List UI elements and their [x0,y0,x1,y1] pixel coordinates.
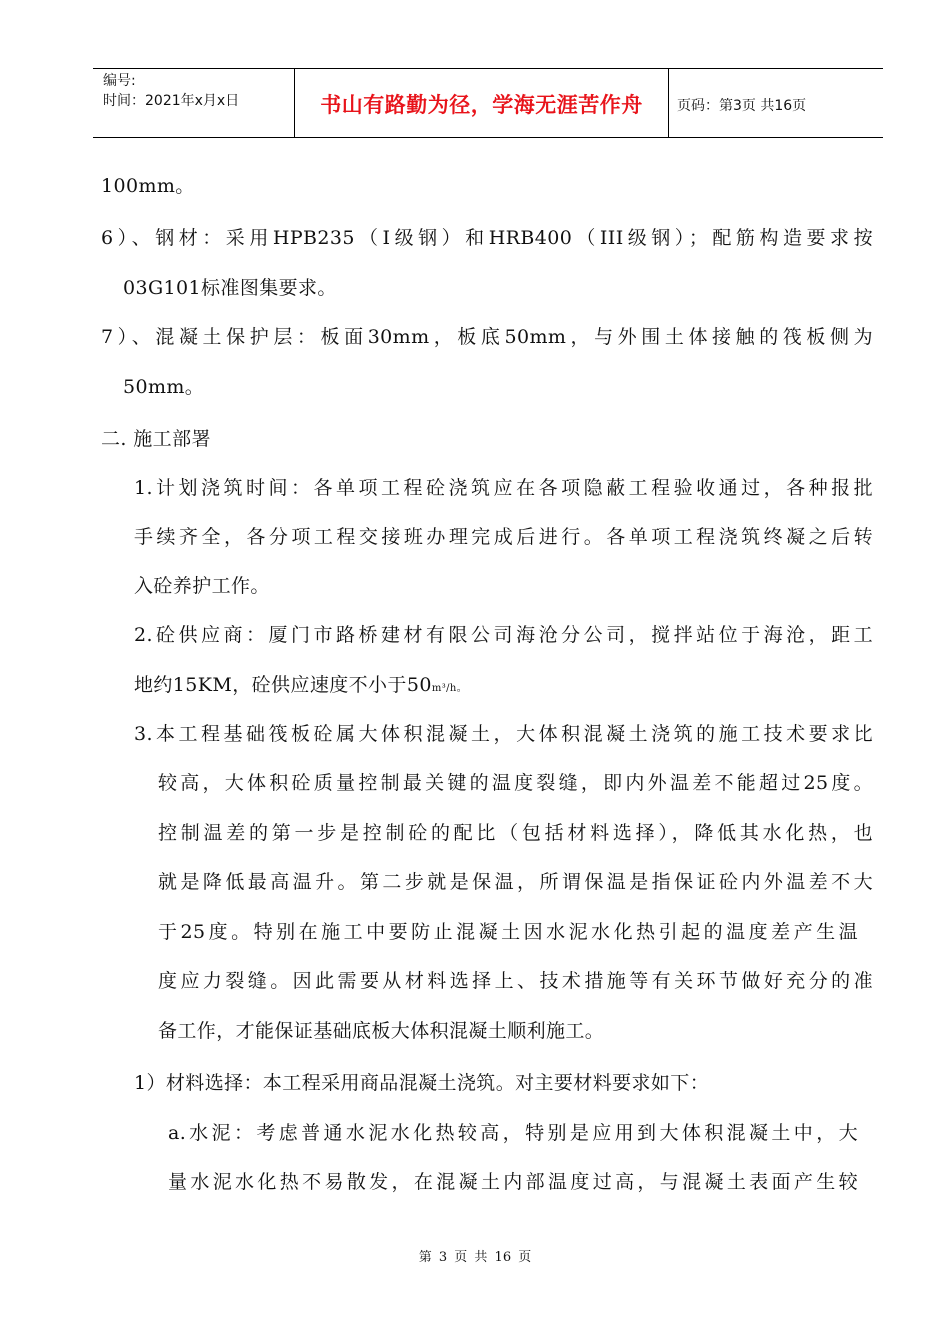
text-line: 50mm。 [123,376,205,398]
text-line: 备工作，才能保证基础底板大体积混凝土顺利施工。 [158,1020,605,1042]
text-line: 3.本工程基础筏板砼属大体积混凝土，大体积混凝土浇筑的施工技术要求比 [134,723,873,745]
unit-suffix: m³/h。 [431,683,468,694]
page-info: 页码：第3页 共16页 [677,98,807,114]
text-line: 就是降低最高温升。第二步就是保温，所谓保温是指保证砼内外温差不大 [158,871,873,893]
text-span: 地约15KM，砼供应速度不小于50 [134,674,432,696]
text-line: a.水泥：考虑普通水泥水化热较高，特别是应用到大体积混凝土中，大 [168,1122,858,1144]
text-line: 手续齐全，各分项工程交接班办理完成后进行。各单项工程浇筑终凝之后转 [134,526,873,548]
text-line: 量水泥水化热不易散发，在混凝土内部温度过高，与混凝土表面产生较 [168,1171,858,1193]
text-line: 6）、钢材：采用HPB235（I级钢）和HRB400（III级钢）；配筋构造要求按 [101,227,873,249]
header-motto: 书山有路勤为径，学海无涯苦作舟 [320,93,643,117]
page-header [93,68,883,138]
text-line [134,673,467,701]
number-label: 编号: [103,73,136,89]
text-line: 1.计划浇筑时间：各单项工程砼浇筑应在各项隐蔽工程验收通过，各种报批 [134,477,873,499]
page-footer: 第 3 页 共 16 页 [418,1250,532,1265]
time-label: 时间：2021年x月x日 [103,93,240,109]
text-line: 100mm。 [101,175,195,197]
text-line: 03G101标准图集要求。 [123,277,337,299]
text-line: 控制温差的第一步是控制砼的配比（包括材料选择），降低其水化热，也 [158,822,873,844]
header-meta [103,71,239,111]
subsection-heading: 1）材料选择：本工程采用商品混凝土浇筑。对主要材料要求如下： [134,1072,710,1094]
text-line: 2.砼供应商：厦门市路桥建材有限公司海沧分公司，搅拌站位于海沧，距工 [134,624,873,646]
text-line: 7）、混凝土保护层：板面30mm，板底50mm，与外围土体接触的筏板侧为 [101,326,873,348]
text-line: 于25度。特别在施工中要防止混凝土因水泥水化热引起的温度差产生温 [158,921,858,943]
text-line: 度应力裂缝。因此需要从材料选择上、技术措施等有关环节做好充分的准 [158,970,873,992]
text-line: 较高，大体积砼质量控制最关键的温度裂缝，即内外温差不能超过25度。 [158,772,873,794]
section-heading: 二. 施工部署 [101,428,211,450]
header-divider [668,69,669,137]
text-line: 入砼养护工作。 [134,575,270,597]
